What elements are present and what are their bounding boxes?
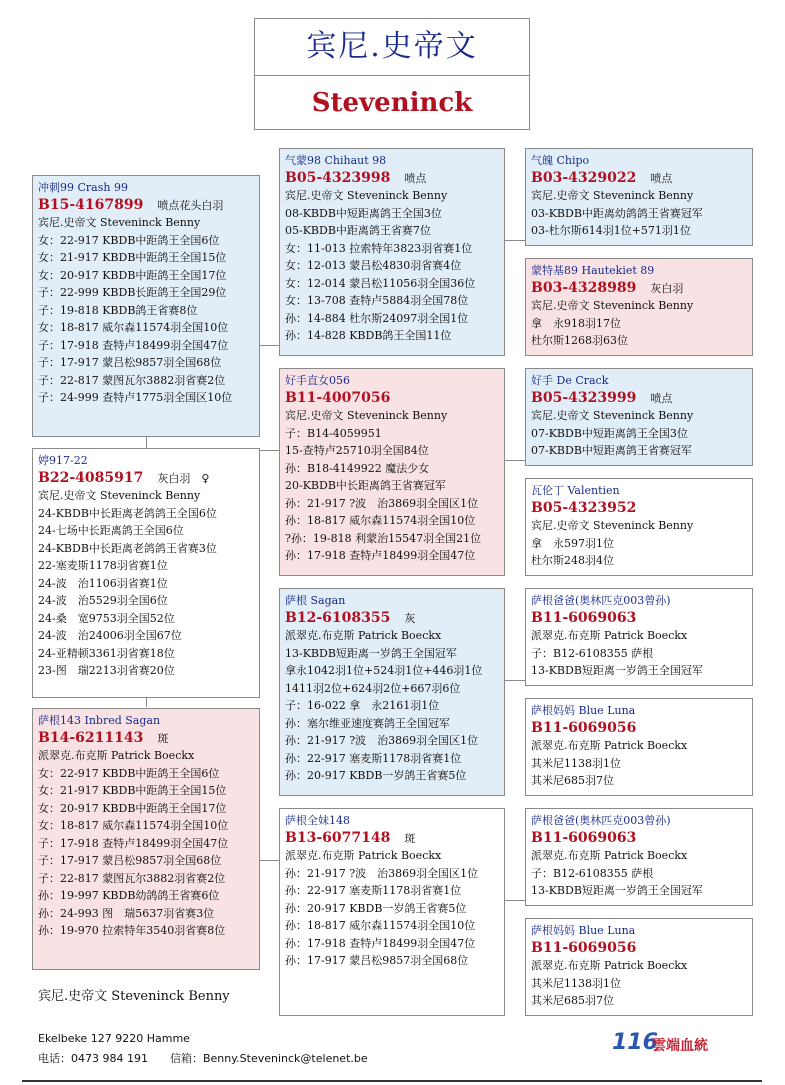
record-line: 24-亚精顿3361羽省赛18位 bbox=[38, 646, 175, 660]
record-line: 女：13-708 查特卢5884羽全国78位 bbox=[285, 294, 469, 307]
ring-number bbox=[38, 197, 254, 215]
ring-value: B13-6077148 bbox=[285, 829, 391, 846]
record-line: 孙：17-918 查特卢18499羽全国47位 bbox=[285, 936, 476, 950]
pigeon-name: 萨根全妹148 bbox=[285, 814, 350, 827]
pigeon-name: 萨根妈妈 Blue Luna bbox=[531, 704, 636, 717]
color-tag: 斑 bbox=[404, 831, 416, 845]
record-line: 子：B14-4059951 bbox=[285, 426, 382, 440]
record-line: 杜尔斯1268羽63位 bbox=[531, 334, 628, 347]
pedigree-card-gen3 bbox=[525, 808, 753, 906]
record-line: 子：17-918 查特卢18499羽全国47位 bbox=[38, 338, 229, 352]
address: Ekelbeke 127 9220 Hamme bbox=[38, 1032, 190, 1045]
record-line: 派翠克.布克斯 Patrick Boeckx bbox=[38, 749, 195, 762]
ring-number bbox=[285, 830, 499, 848]
title-english: Steveninck bbox=[311, 88, 473, 118]
pigeon-name: 气魄 Chipo bbox=[531, 154, 590, 167]
record-line: 宾尼.史帝文 Steveninck Benny bbox=[38, 216, 201, 229]
pigeon-name: 萨根爸爸(奥林匹克003曾孙) bbox=[531, 814, 671, 827]
color-tag: 斑 bbox=[157, 731, 169, 745]
record-line: 孙：17-918 查特卢18499羽全国47位 bbox=[285, 549, 476, 562]
logo-text: 雲端血統 bbox=[652, 1038, 708, 1054]
record-line: ?孙：19-818 利蒙治15547羽全国21位 bbox=[285, 531, 482, 545]
record-line: 子：22-817 蒙图瓦尔3882羽省赛2位 bbox=[38, 871, 226, 885]
ring-value: B05-4323998 bbox=[285, 169, 391, 186]
record-line: 03-杜尔斯614羽1位+571羽1位 bbox=[531, 224, 691, 237]
pedigree-card-gen3 bbox=[525, 698, 753, 796]
record-line: 派翠克.布克斯 Patrick Boeckx bbox=[531, 959, 688, 972]
pigeon-name: 萨根 Sagan bbox=[285, 594, 346, 607]
pigeon-name: 萨根妈妈 Blue Luna bbox=[531, 924, 636, 937]
record-line: 24-波 治24006羽全国67位 bbox=[38, 629, 182, 642]
record-line: 女：21-917 KBDB中距鸽王全国15位 bbox=[38, 784, 227, 797]
pigeon-name: 婷917-22 bbox=[38, 454, 88, 467]
record-line: 15-查特卢25710羽全国84位 bbox=[285, 444, 429, 457]
owner-name: 宾尼.史帝文 Steveninck Benny bbox=[38, 989, 230, 1004]
ring-value: B03-4329022 bbox=[531, 169, 637, 186]
record-line: 子：17-917 蒙吕松9857羽全国68位 bbox=[38, 356, 222, 369]
ring-value: B11-6069063 bbox=[531, 829, 637, 846]
record-line: 孙：14-828 KBDB鸽王全国11位 bbox=[285, 329, 452, 342]
record-line: 孙：19-997 KBDB幼鸽鸽王省赛6位 bbox=[38, 889, 220, 902]
pedigree-card-gen3 bbox=[525, 148, 753, 246]
record-line: 孙：21-917 ?波 治3869羽全国区1位 bbox=[285, 734, 479, 747]
record-line: 派翠克.布克斯 Patrick Boeckx bbox=[285, 629, 442, 642]
record-line: 杜尔斯248羽4位 bbox=[531, 554, 614, 567]
record-line: 孙：22-917 塞麦斯1178羽省赛1位 bbox=[285, 884, 462, 897]
ring-number bbox=[531, 170, 747, 188]
pigeon-name: 好手 De Crack bbox=[531, 374, 609, 387]
record-line: 女：12-014 蒙吕松11056羽全国36位 bbox=[285, 276, 476, 290]
record-line: 孙：21-917 ?波 治3869羽全国区1位 bbox=[285, 866, 479, 880]
ring-value: B11-6069056 bbox=[531, 719, 637, 736]
ring-number bbox=[285, 390, 499, 408]
record-line: 子：17-918 查特卢18499羽全国47位 bbox=[38, 836, 229, 850]
record-line: 女：18-817 威尔森11574羽全国10位 bbox=[38, 819, 229, 832]
pigeon-name: 蒙特基89 Hautekiet 89 bbox=[531, 264, 655, 277]
record-line: 孙：17-917 蒙吕松9857羽全国68位 bbox=[285, 954, 469, 967]
record-line: 孙：18-817 威尔森11574羽全国10位 bbox=[285, 514, 476, 527]
bottom-divider bbox=[22, 1080, 762, 1082]
ring-value: B14-6211143 bbox=[38, 729, 144, 746]
pedigree-card-dam bbox=[32, 448, 260, 698]
record-line: 女：22-917 KBDB中距鸽王全国6位 bbox=[38, 233, 220, 247]
record-line: 24-波 治1106羽省赛1位 bbox=[38, 576, 168, 590]
pigeon-name: 气蒙98 Chihaut 98 bbox=[285, 154, 387, 167]
record-line: 07-KBDB中短距离鸽王省赛冠军 bbox=[531, 444, 692, 457]
record-line: 07-KBDB中短距离鸽王全国3位 bbox=[531, 426, 688, 440]
connector bbox=[260, 860, 280, 861]
record-line: 女：21-917 KBDB中距鸽王全国15位 bbox=[38, 251, 227, 264]
record-line: 24-桑 宽9753羽全国52位 bbox=[38, 611, 175, 625]
record-line: 孙：14-884 杜尔斯24097羽全国1位 bbox=[285, 311, 469, 325]
record-line: 24-KBDB中长距离老鸽鸽王全国6位 bbox=[38, 506, 217, 520]
record-line: 宾尼.史帝文 Steveninck Benny bbox=[531, 299, 694, 312]
record-line: 1411羽2位+624羽2位+667羽6位 bbox=[285, 681, 461, 695]
pigeon-name: 好手直女056 bbox=[285, 374, 350, 387]
ring-number bbox=[531, 940, 747, 958]
ring-value: B22-4085917 bbox=[38, 469, 144, 486]
record-line: 24-KBDB中长距离老鸽鸽王省赛3位 bbox=[38, 541, 217, 555]
record-line: 女：12-013 蒙吕松4830羽省赛4位 bbox=[285, 259, 462, 272]
color-tag: 灰 bbox=[404, 611, 416, 625]
record-line: 23-图 瑞2213羽省赛20位 bbox=[38, 664, 175, 677]
record-line: 宾尼.史帝文 Steveninck Benny bbox=[531, 189, 694, 202]
connector bbox=[505, 900, 527, 901]
ring-number bbox=[285, 610, 499, 628]
pedigree-card-sire-dam bbox=[279, 368, 505, 576]
ring-value: B11-6069056 bbox=[531, 939, 637, 956]
color-tag: 喷点 bbox=[650, 391, 673, 405]
pigeon-name: 萨根143 Inbred Sagan bbox=[38, 714, 161, 727]
record-line: 孙：20-917 KBDB一岁鸽王省赛5位 bbox=[285, 901, 467, 915]
record-line: 拿 永918羽17位 bbox=[531, 316, 621, 330]
ring-value: B03-4328989 bbox=[531, 279, 637, 296]
record-line: 子：24-999 查特卢1775羽全国区10位 bbox=[38, 391, 233, 404]
pedigree-card-gen3 bbox=[525, 918, 753, 1016]
record-line: 其米尼1138羽1位 bbox=[531, 756, 621, 770]
pedigree-card-gen3 bbox=[525, 368, 753, 466]
record-line: 派翠克.布克斯 Patrick Boeckx bbox=[285, 849, 442, 862]
record-line: 孙：B18-4149922 魔法少女 bbox=[285, 461, 430, 475]
ring-number bbox=[285, 170, 499, 188]
ring-number bbox=[531, 390, 747, 408]
record-line: 孙：21-917 ?波 治3869羽全国区1位 bbox=[285, 496, 479, 510]
logo-number: 116 bbox=[612, 1030, 658, 1055]
record-line: 派翠克.布克斯 Patrick Boeckx bbox=[531, 739, 688, 752]
record-line: 子：B12-6108355 萨根 bbox=[531, 866, 654, 880]
connector bbox=[505, 240, 527, 241]
record-line: 子：22-817 蒙图瓦尔3882羽省赛2位 bbox=[38, 373, 226, 387]
record-line: 拿 永597羽1位 bbox=[531, 536, 614, 550]
title-box bbox=[254, 18, 530, 130]
color-tag: 灰白羽 bbox=[650, 281, 684, 295]
color-tag: 喷点 bbox=[650, 171, 673, 185]
record-line: 03-KBDB中距离幼鸽鸽王省赛冠军 bbox=[531, 206, 703, 220]
ring-value: B12-6108355 bbox=[285, 609, 391, 626]
record-line: 孙：塞尔维亚速度赛鸽王全国冠军 bbox=[285, 716, 450, 730]
record-line: 派翠克.布克斯 Patrick Boeckx bbox=[531, 849, 688, 862]
connector bbox=[505, 680, 527, 681]
pedigree-card-dam-sire bbox=[279, 588, 505, 796]
record-line: 孙：20-917 KBDB一岁鸽王省赛5位 bbox=[285, 769, 467, 782]
record-line: 宾尼.史帝文 Steveninck Benny bbox=[531, 519, 694, 532]
color-tag: 喷点 bbox=[404, 171, 427, 185]
record-line: 宾尼.史帝文 Steveninck Benny bbox=[285, 189, 448, 202]
record-line: 13-KBDB短距离一岁鸽王全国冠军 bbox=[531, 884, 703, 897]
record-line: 女：22-917 KBDB中距鸽王全国6位 bbox=[38, 766, 220, 780]
pedigree-card-dam-dam bbox=[279, 808, 505, 1016]
ring-number bbox=[531, 720, 747, 738]
pedigree-card-gen3 bbox=[525, 478, 753, 576]
connector bbox=[505, 460, 527, 461]
pigeon-name: 萨根爸爸(奥林匹克003曾孙) bbox=[531, 594, 671, 607]
connector bbox=[260, 345, 280, 346]
record-line: 派翠克.布克斯 Patrick Boeckx bbox=[531, 629, 688, 642]
record-line: 其米尼685羽7位 bbox=[531, 994, 614, 1007]
record-line: 其米尼1138羽1位 bbox=[531, 976, 621, 990]
record-line: 其米尼685羽7位 bbox=[531, 774, 614, 787]
color-tag: 喷点花头白羽 bbox=[157, 198, 224, 212]
ring-number bbox=[531, 500, 747, 518]
ring-value: B11-6069063 bbox=[531, 609, 637, 626]
pedigree-card-sire bbox=[279, 148, 505, 356]
record-line: 20-KBDB中长距离鸽王省赛冠军 bbox=[285, 479, 446, 492]
record-line: 女：20-917 KBDB中距鸽王全国17位 bbox=[38, 801, 227, 815]
record-line: 孙：24-993 图 瑞5637羽省赛3位 bbox=[38, 906, 215, 920]
record-line: 24-七场中长距离鸽王全国6位 bbox=[38, 524, 184, 537]
record-line: 孙：18-817 威尔森11574羽全国10位 bbox=[285, 919, 476, 932]
record-line: 13-KBDB短距离一岁鸽王全国冠军 bbox=[531, 664, 703, 677]
record-line: 女：11-013 拉索特年3823羽省赛1位 bbox=[285, 241, 473, 255]
record-line: 宾尼.史帝文 Steveninck Benny bbox=[285, 409, 448, 422]
record-line: 子：17-917 蒙吕松9857羽全国68位 bbox=[38, 854, 222, 867]
connector bbox=[146, 436, 147, 448]
pedigree-card-subject bbox=[32, 175, 260, 437]
ring-value: B05-4323999 bbox=[531, 389, 637, 406]
record-line: 子：19-818 KBDB鸽王省赛8位 bbox=[38, 303, 198, 317]
connector bbox=[260, 450, 280, 451]
pigeon-name: 瓦伦丁 Valentien bbox=[531, 484, 620, 497]
color-tag: 灰白羽 ♀ bbox=[157, 471, 210, 485]
record-line: 拿永1042羽1位+524羽1位+446羽1位 bbox=[285, 664, 483, 677]
record-line: 子：22-999 KBDB长距鸽王全国29位 bbox=[38, 286, 227, 299]
ring-number bbox=[531, 830, 747, 848]
record-line: 宾尼.史帝文 Steveninck Benny bbox=[38, 489, 201, 502]
ring-value: B15-4167899 bbox=[38, 196, 144, 213]
record-line: 05-KBDB中距离鸽王省赛7位 bbox=[285, 224, 431, 237]
contact-info: 电话：0473 984 191 信箱：Benny.Steveninck@telenet.be bbox=[38, 1052, 368, 1065]
record-line: 22-塞麦斯1178羽省赛1位 bbox=[38, 559, 168, 572]
record-line: 孙：22-917 塞麦斯1178羽省赛1位 bbox=[285, 751, 462, 765]
brand-logo bbox=[612, 1030, 722, 1056]
record-line: 08-KBDB中短距离鸽王全国3位 bbox=[285, 206, 442, 220]
record-line: 女：18-817 威尔森11574羽全国10位 bbox=[38, 321, 229, 334]
ring-number bbox=[531, 610, 747, 628]
ring-number bbox=[38, 730, 254, 748]
pigeon-name: 冲刺99 Crash 99 bbox=[38, 181, 128, 194]
title-chinese: 宾尼.史帝文 bbox=[255, 19, 529, 76]
record-line: 24-波 治5529羽全国6位 bbox=[38, 594, 168, 607]
ring-number bbox=[531, 280, 747, 298]
ring-number bbox=[38, 470, 254, 488]
record-line: 宾尼.史帝文 Steveninck Benny bbox=[531, 409, 694, 422]
record-line: 子：16-022 拿 永2161羽1位 bbox=[285, 699, 440, 712]
record-line: 孙：19-970 拉索特年3540羽省赛8位 bbox=[38, 924, 226, 937]
record-line: 子：B12-6108355 萨根 bbox=[531, 646, 654, 660]
pedigree-card-dam2 bbox=[32, 708, 260, 970]
ring-value: B11-4007056 bbox=[285, 389, 391, 406]
pedigree-card-gen3 bbox=[525, 588, 753, 686]
pedigree-card-gen3 bbox=[525, 258, 753, 356]
ring-value: B05-4323952 bbox=[531, 499, 637, 516]
record-line: 女：20-917 KBDB中距鸽王全国17位 bbox=[38, 268, 227, 282]
connector bbox=[146, 697, 147, 707]
record-line: 13-KBDB短距离一岁鸽王全国冠军 bbox=[285, 646, 457, 660]
